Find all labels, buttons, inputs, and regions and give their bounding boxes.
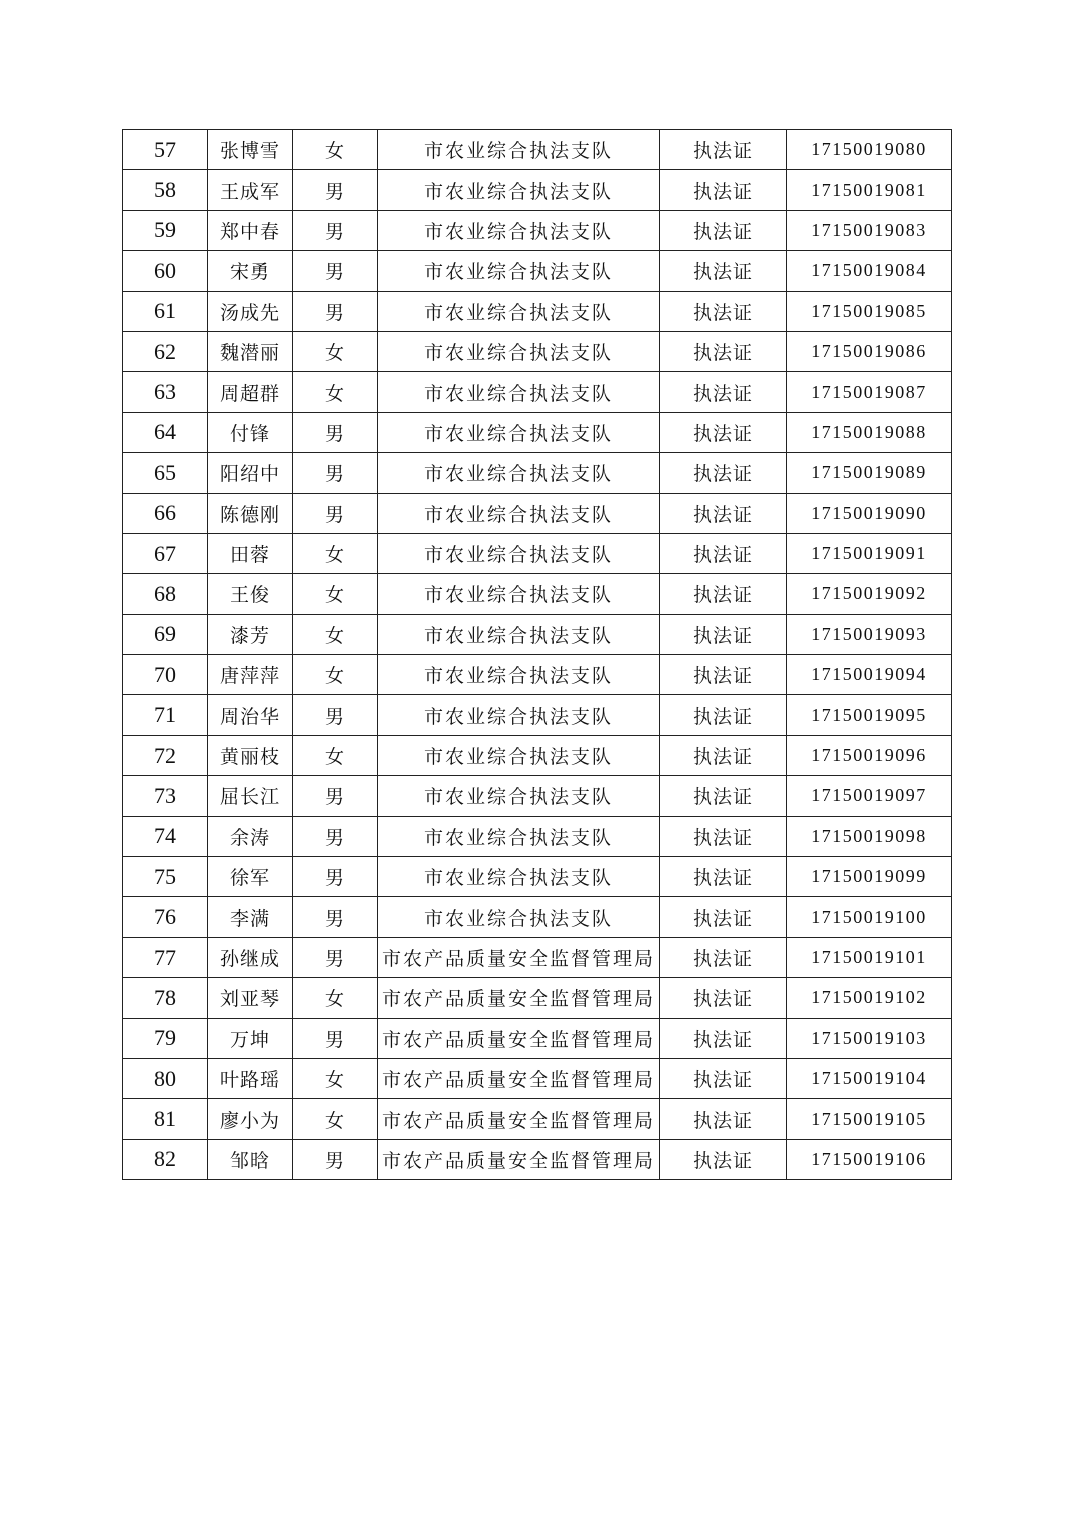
unit-cell: 市农业综合执法支队 bbox=[378, 574, 660, 614]
unit-cell: 市农业综合执法支队 bbox=[378, 776, 660, 816]
row-number-cell: 74 bbox=[123, 816, 208, 856]
gender-cell: 男 bbox=[293, 1018, 378, 1058]
name-cell: 邹晗 bbox=[208, 1139, 293, 1179]
row-number-cell: 80 bbox=[123, 1058, 208, 1098]
row-number-cell: 67 bbox=[123, 533, 208, 573]
certificate-number-cell: 17150019085 bbox=[787, 291, 952, 331]
certificate-type-cell: 执法证 bbox=[660, 614, 787, 654]
gender-cell: 女 bbox=[293, 978, 378, 1018]
unit-cell: 市农业综合执法支队 bbox=[378, 533, 660, 573]
certificate-type-cell: 执法证 bbox=[660, 978, 787, 1018]
table-row bbox=[123, 210, 952, 250]
unit-cell: 市农产品质量安全监督管理局 bbox=[378, 937, 660, 977]
table-row bbox=[123, 372, 952, 412]
name-cell: 宋勇 bbox=[208, 251, 293, 291]
gender-cell: 男 bbox=[293, 493, 378, 533]
row-number-cell: 61 bbox=[123, 291, 208, 331]
row-number-cell: 77 bbox=[123, 937, 208, 977]
name-cell: 周治华 bbox=[208, 695, 293, 735]
certificate-type-cell: 执法证 bbox=[660, 533, 787, 573]
certificate-number-cell: 17150019100 bbox=[787, 897, 952, 937]
certificate-number-cell: 17150019094 bbox=[787, 655, 952, 695]
name-cell: 田蓉 bbox=[208, 533, 293, 573]
table-row bbox=[123, 776, 952, 816]
unit-cell: 市农业综合执法支队 bbox=[378, 210, 660, 250]
certificate-number-cell: 17150019097 bbox=[787, 776, 952, 816]
table-row bbox=[123, 291, 952, 331]
unit-cell: 市农业综合执法支队 bbox=[378, 372, 660, 412]
certificate-type-cell: 执法证 bbox=[660, 170, 787, 210]
gender-cell: 女 bbox=[293, 614, 378, 654]
table-row bbox=[123, 1018, 952, 1058]
table-row bbox=[123, 816, 952, 856]
row-number-cell: 79 bbox=[123, 1018, 208, 1058]
unit-cell: 市农业综合执法支队 bbox=[378, 170, 660, 210]
certificate-number-cell: 17150019080 bbox=[787, 130, 952, 170]
row-number-cell: 62 bbox=[123, 331, 208, 371]
table-row bbox=[123, 695, 952, 735]
table-row bbox=[123, 574, 952, 614]
table-row bbox=[123, 1139, 952, 1179]
gender-cell: 女 bbox=[293, 655, 378, 695]
name-cell: 汤成先 bbox=[208, 291, 293, 331]
gender-cell: 男 bbox=[293, 857, 378, 897]
certificate-number-cell: 17150019084 bbox=[787, 251, 952, 291]
name-cell: 阳绍中 bbox=[208, 453, 293, 493]
table-row bbox=[123, 533, 952, 573]
row-number-cell: 78 bbox=[123, 978, 208, 1018]
certificate-number-cell: 17150019095 bbox=[787, 695, 952, 735]
name-cell: 叶路瑶 bbox=[208, 1058, 293, 1098]
row-number-cell: 57 bbox=[123, 130, 208, 170]
certificate-number-cell: 17150019090 bbox=[787, 493, 952, 533]
row-number-cell: 59 bbox=[123, 210, 208, 250]
row-number-cell: 75 bbox=[123, 857, 208, 897]
table-row bbox=[123, 170, 952, 210]
unit-cell: 市农产品质量安全监督管理局 bbox=[378, 1099, 660, 1139]
certificate-number-cell: 17150019092 bbox=[787, 574, 952, 614]
table-row bbox=[123, 1099, 952, 1139]
gender-cell: 男 bbox=[293, 170, 378, 210]
table-row bbox=[123, 453, 952, 493]
name-cell: 张博雪 bbox=[208, 130, 293, 170]
row-number-cell: 70 bbox=[123, 655, 208, 695]
table-row bbox=[123, 251, 952, 291]
row-number-cell: 65 bbox=[123, 453, 208, 493]
certificate-number-cell: 17150019096 bbox=[787, 735, 952, 775]
name-cell: 付锋 bbox=[208, 412, 293, 452]
row-number-cell: 81 bbox=[123, 1099, 208, 1139]
certificate-type-cell: 执法证 bbox=[660, 735, 787, 775]
name-cell: 王成军 bbox=[208, 170, 293, 210]
name-cell: 万坤 bbox=[208, 1018, 293, 1058]
certificate-number-cell: 17150019086 bbox=[787, 331, 952, 371]
row-number-cell: 66 bbox=[123, 493, 208, 533]
certificate-number-cell: 17150019088 bbox=[787, 412, 952, 452]
name-cell: 周超群 bbox=[208, 372, 293, 412]
gender-cell: 男 bbox=[293, 291, 378, 331]
certificate-number-cell: 17150019106 bbox=[787, 1139, 952, 1179]
certificate-type-cell: 执法证 bbox=[660, 412, 787, 452]
name-cell: 屈长江 bbox=[208, 776, 293, 816]
row-number-cell: 68 bbox=[123, 574, 208, 614]
unit-cell: 市农产品质量安全监督管理局 bbox=[378, 978, 660, 1018]
certificate-number-cell: 17150019102 bbox=[787, 978, 952, 1018]
gender-cell: 男 bbox=[293, 816, 378, 856]
name-cell: 郑中春 bbox=[208, 210, 293, 250]
unit-cell: 市农业综合执法支队 bbox=[378, 291, 660, 331]
certificate-type-cell: 执法证 bbox=[660, 1139, 787, 1179]
gender-cell: 男 bbox=[293, 412, 378, 452]
table-row bbox=[123, 130, 952, 170]
row-number-cell: 82 bbox=[123, 1139, 208, 1179]
gender-cell: 男 bbox=[293, 695, 378, 735]
name-cell: 魏潜丽 bbox=[208, 331, 293, 371]
name-cell: 陈德刚 bbox=[208, 493, 293, 533]
gender-cell: 女 bbox=[293, 331, 378, 371]
table-row bbox=[123, 614, 952, 654]
gender-cell: 女 bbox=[293, 130, 378, 170]
certificate-type-cell: 执法证 bbox=[660, 937, 787, 977]
certificate-number-cell: 17150019101 bbox=[787, 937, 952, 977]
certificate-type-cell: 执法证 bbox=[660, 291, 787, 331]
table-row bbox=[123, 1058, 952, 1098]
gender-cell: 男 bbox=[293, 937, 378, 977]
row-number-cell: 72 bbox=[123, 735, 208, 775]
certificate-type-cell: 执法证 bbox=[660, 210, 787, 250]
unit-cell: 市农产品质量安全监督管理局 bbox=[378, 1139, 660, 1179]
unit-cell: 市农业综合执法支队 bbox=[378, 735, 660, 775]
certificate-number-cell: 17150019093 bbox=[787, 614, 952, 654]
row-number-cell: 60 bbox=[123, 251, 208, 291]
unit-cell: 市农业综合执法支队 bbox=[378, 130, 660, 170]
certificate-type-cell: 执法证 bbox=[660, 816, 787, 856]
name-cell: 王俊 bbox=[208, 574, 293, 614]
certificate-number-cell: 17150019105 bbox=[787, 1099, 952, 1139]
gender-cell: 男 bbox=[293, 776, 378, 816]
gender-cell: 女 bbox=[293, 1058, 378, 1098]
table-row bbox=[123, 331, 952, 371]
certificate-number-cell: 17150019103 bbox=[787, 1018, 952, 1058]
certificate-type-cell: 执法证 bbox=[660, 1058, 787, 1098]
gender-cell: 女 bbox=[293, 1099, 378, 1139]
row-number-cell: 64 bbox=[123, 412, 208, 452]
certificate-type-cell: 执法证 bbox=[660, 130, 787, 170]
unit-cell: 市农业综合执法支队 bbox=[378, 251, 660, 291]
certificate-type-cell: 执法证 bbox=[660, 1099, 787, 1139]
name-cell: 孙继成 bbox=[208, 937, 293, 977]
certificate-type-cell: 执法证 bbox=[660, 372, 787, 412]
unit-cell: 市农业综合执法支队 bbox=[378, 655, 660, 695]
certificate-type-cell: 执法证 bbox=[660, 331, 787, 371]
certificate-type-cell: 执法证 bbox=[660, 857, 787, 897]
certificate-number-cell: 17150019099 bbox=[787, 857, 952, 897]
gender-cell: 男 bbox=[293, 1139, 378, 1179]
unit-cell: 市农业综合执法支队 bbox=[378, 816, 660, 856]
certificate-number-cell: 17150019083 bbox=[787, 210, 952, 250]
personnel-table bbox=[122, 129, 952, 1180]
certificate-type-cell: 执法证 bbox=[660, 695, 787, 735]
table-row bbox=[123, 493, 952, 533]
unit-cell: 市农业综合执法支队 bbox=[378, 857, 660, 897]
certificate-type-cell: 执法证 bbox=[660, 776, 787, 816]
gender-cell: 男 bbox=[293, 251, 378, 291]
gender-cell: 男 bbox=[293, 210, 378, 250]
table-row bbox=[123, 857, 952, 897]
gender-cell: 男 bbox=[293, 897, 378, 937]
unit-cell: 市农业综合执法支队 bbox=[378, 331, 660, 371]
certificate-type-cell: 执法证 bbox=[660, 1018, 787, 1058]
table-row bbox=[123, 655, 952, 695]
unit-cell: 市农业综合执法支队 bbox=[378, 695, 660, 735]
name-cell: 刘亚琴 bbox=[208, 978, 293, 1018]
certificate-number-cell: 17150019104 bbox=[787, 1058, 952, 1098]
row-number-cell: 58 bbox=[123, 170, 208, 210]
row-number-cell: 69 bbox=[123, 614, 208, 654]
gender-cell: 男 bbox=[293, 453, 378, 493]
gender-cell: 女 bbox=[293, 735, 378, 775]
name-cell: 唐萍萍 bbox=[208, 655, 293, 695]
row-number-cell: 71 bbox=[123, 695, 208, 735]
certificate-number-cell: 17150019089 bbox=[787, 453, 952, 493]
unit-cell: 市农业综合执法支队 bbox=[378, 614, 660, 654]
unit-cell: 市农产品质量安全监督管理局 bbox=[378, 1018, 660, 1058]
certificate-type-cell: 执法证 bbox=[660, 251, 787, 291]
certificate-type-cell: 执法证 bbox=[660, 655, 787, 695]
row-number-cell: 73 bbox=[123, 776, 208, 816]
name-cell: 李满 bbox=[208, 897, 293, 937]
gender-cell: 女 bbox=[293, 574, 378, 614]
name-cell: 廖小为 bbox=[208, 1099, 293, 1139]
table-row bbox=[123, 412, 952, 452]
certificate-number-cell: 17150019087 bbox=[787, 372, 952, 412]
name-cell: 漆芳 bbox=[208, 614, 293, 654]
certificate-type-cell: 执法证 bbox=[660, 897, 787, 937]
certificate-type-cell: 执法证 bbox=[660, 493, 787, 533]
name-cell: 徐军 bbox=[208, 857, 293, 897]
name-cell: 余涛 bbox=[208, 816, 293, 856]
row-number-cell: 76 bbox=[123, 897, 208, 937]
unit-cell: 市农业综合执法支队 bbox=[378, 453, 660, 493]
table-row bbox=[123, 937, 952, 977]
table-row bbox=[123, 897, 952, 937]
certificate-number-cell: 17150019081 bbox=[787, 170, 952, 210]
certificate-number-cell: 17150019091 bbox=[787, 533, 952, 573]
certificate-number-cell: 17150019098 bbox=[787, 816, 952, 856]
unit-cell: 市农产品质量安全监督管理局 bbox=[378, 1058, 660, 1098]
row-number-cell: 63 bbox=[123, 372, 208, 412]
personnel-table-body bbox=[123, 130, 952, 1180]
unit-cell: 市农业综合执法支队 bbox=[378, 897, 660, 937]
certificate-type-cell: 执法证 bbox=[660, 574, 787, 614]
gender-cell: 女 bbox=[293, 533, 378, 573]
table-row bbox=[123, 978, 952, 1018]
table-row bbox=[123, 735, 952, 775]
certificate-type-cell: 执法证 bbox=[660, 453, 787, 493]
name-cell: 黄丽枝 bbox=[208, 735, 293, 775]
unit-cell: 市农业综合执法支队 bbox=[378, 493, 660, 533]
unit-cell: 市农业综合执法支队 bbox=[378, 412, 660, 452]
gender-cell: 女 bbox=[293, 372, 378, 412]
